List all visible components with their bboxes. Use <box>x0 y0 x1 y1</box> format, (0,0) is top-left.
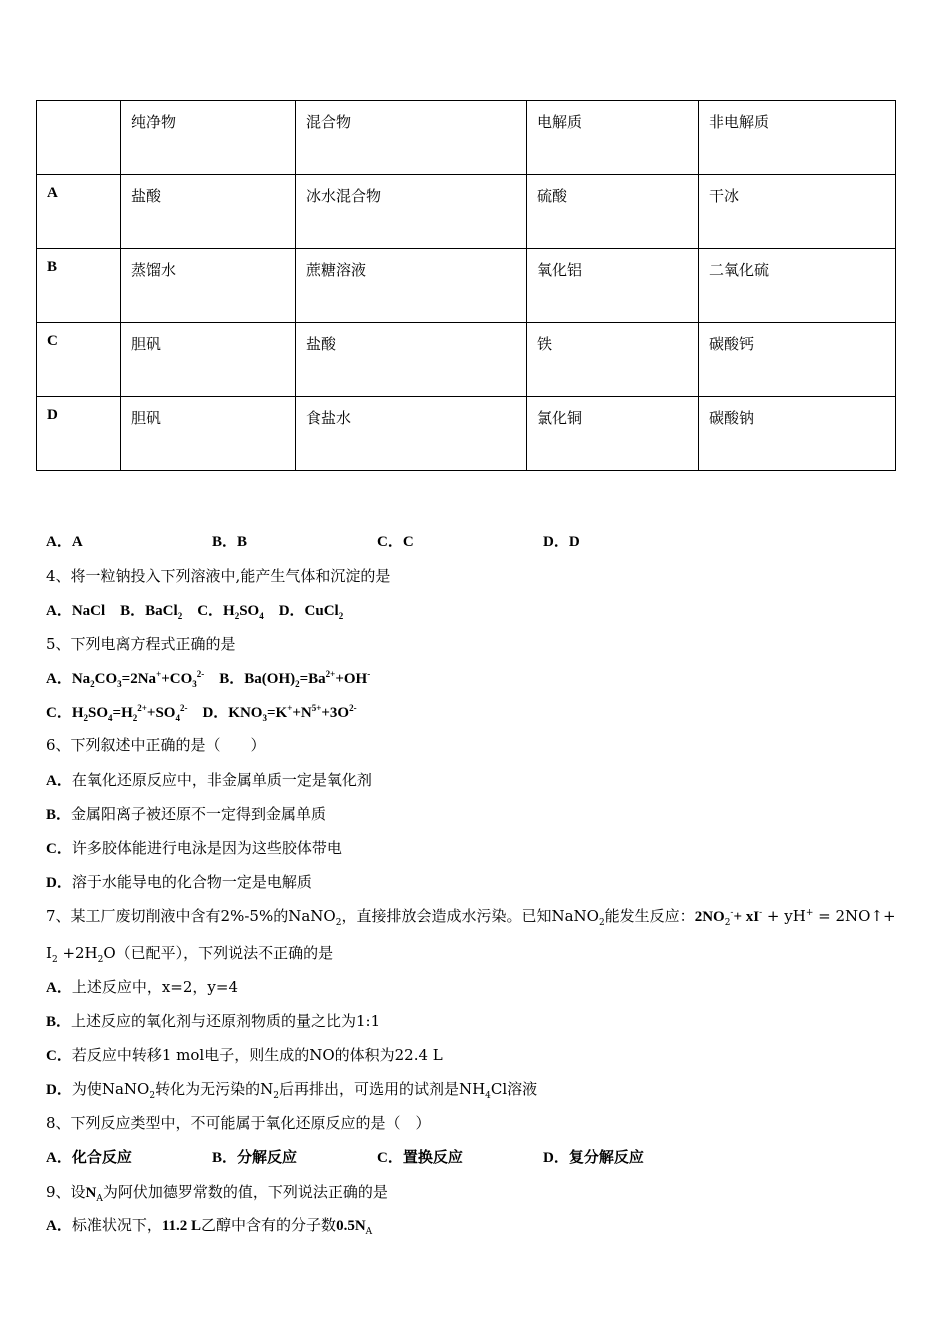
table-cell: 碳酸钙 <box>699 323 896 397</box>
table-row <box>37 397 896 471</box>
text-segment: =Ba <box>299 671 326 687</box>
table-cell: 硫酸 <box>527 175 699 249</box>
text-segment: 2NO <box>694 909 725 925</box>
text-segment: 3 <box>192 679 197 689</box>
text-segment: C．H <box>182 603 235 619</box>
text-segment: 2 <box>598 918 605 928</box>
text-segment: C． <box>46 1048 72 1064</box>
text-line <box>46 1181 388 1204</box>
table-cell: 干冰 <box>699 175 896 249</box>
text-segment: 2 <box>177 611 183 621</box>
text-segment: 2 <box>295 679 300 689</box>
text-segment: C． <box>46 841 72 857</box>
answer-option: B．分解反应 <box>212 1150 298 1166</box>
text-segment: 2 <box>149 1091 156 1101</box>
text-segment: I <box>46 944 52 962</box>
table-cell <box>37 101 121 175</box>
table-cell: 盐酸 <box>296 323 527 397</box>
table-cell: C <box>37 323 121 397</box>
text-segment: 2 <box>338 611 344 621</box>
text-segment: 2- <box>349 703 357 713</box>
text-segment: 2 <box>83 713 89 723</box>
text-line <box>46 871 312 892</box>
table-cell: 非电解质 <box>699 101 896 175</box>
text-segment: + yH <box>762 907 806 925</box>
table-cell: 胆矾 <box>121 397 296 471</box>
text-segment: CO <box>94 671 118 687</box>
text-line <box>46 905 896 928</box>
table-header-row <box>37 101 896 175</box>
text-segment: 4 <box>108 713 113 723</box>
text-segment: Cl溶液 <box>490 1080 538 1098</box>
text-segment: 4 <box>175 713 180 723</box>
text-segment: 2+ <box>137 703 147 713</box>
text-segment: +CO <box>161 671 193 687</box>
table-cell: B <box>37 249 121 323</box>
table-cell: 蒸馏水 <box>121 249 296 323</box>
table-cell: 二氧化硫 <box>699 249 896 323</box>
text-segment: + <box>156 669 162 679</box>
text-segment: D．KNO <box>187 705 263 721</box>
text-line <box>46 1010 380 1031</box>
text-segment: A．NaCl B．BaCl <box>46 603 178 619</box>
table-cell: 铁 <box>527 323 699 397</box>
text-segment: +OH <box>335 671 368 687</box>
answer-option: C．C <box>377 534 414 550</box>
text-segment: D．CuCl <box>263 603 339 619</box>
text-line <box>46 734 266 755</box>
text-segment: 0.5N <box>336 1218 366 1234</box>
text-segment: ，直接排放会造成水污染。已知NaNO <box>341 907 599 925</box>
text-segment: 金属阳离子被还原不一定得到金属单质 <box>71 805 327 823</box>
text-line <box>46 701 357 723</box>
text-segment: O（已配平），下列说法不正确的是 <box>103 944 334 962</box>
text-segment: 上述反应的氧化剂与还原剂物质的量之比为1:1 <box>71 1012 381 1030</box>
text-segment: + xI <box>733 909 760 925</box>
text-segment: 5+ <box>311 703 322 713</box>
text-segment: 乙醇中含有的分子数 <box>201 1216 337 1234</box>
text-segment: 2 <box>90 679 95 689</box>
text-segment: 2 <box>724 918 731 928</box>
text-line <box>46 565 390 586</box>
answer-option: A．化合反应 <box>46 1150 132 1166</box>
text-segment: 能发生反应： <box>604 907 695 925</box>
text-segment: 3 <box>117 679 122 689</box>
text-segment: 2 <box>97 955 104 965</box>
text-line <box>46 976 238 997</box>
text-segment: +SO <box>146 705 176 721</box>
table-cell: 氯化铜 <box>527 397 699 471</box>
answer-option: B．B <box>212 534 248 550</box>
text-line <box>46 633 236 654</box>
table-cell: 盐酸 <box>121 175 296 249</box>
table-cell: 食盐水 <box>296 397 527 471</box>
text-segment: +3O <box>321 705 350 721</box>
text-segment: A． <box>46 773 72 789</box>
table-cell: 冰水混合物 <box>296 175 527 249</box>
text-line <box>46 1044 443 1065</box>
table-cell: 混合物 <box>296 101 527 175</box>
text-segment: =2Na <box>121 671 157 687</box>
text-segment: 6、下列叙述中正确的是（ ） <box>46 736 266 754</box>
text-segment: 2+ <box>325 669 336 679</box>
text-segment: 3 <box>262 713 267 723</box>
text-segment: B． <box>46 807 72 823</box>
text-segment: N <box>85 1185 97 1201</box>
answer-option: C．置换反应 <box>377 1150 463 1166</box>
text-line <box>46 1112 431 1133</box>
text-segment: 7、某工厂废切削液中含有2%-5%的NaNO <box>46 907 336 925</box>
table-cell: 碳酸钠 <box>699 397 896 471</box>
text-segment: D． <box>46 875 72 891</box>
text-segment: - <box>367 669 371 679</box>
text-segment: +N <box>292 705 312 721</box>
text-segment: 5、下列电离方程式正确的是 <box>46 635 236 653</box>
text-segment: A <box>365 1227 373 1237</box>
text-segment: 在氧化还原反应中，非金属单质一定是氧化剂 <box>71 771 372 789</box>
text-segment: 为阿伏加德罗常数的值，下列说法正确的是 <box>102 1183 388 1201</box>
text-segment: 2 <box>51 955 58 965</box>
text-line <box>46 769 372 790</box>
text-segment: B．Ba(OH) <box>204 671 296 687</box>
text-segment: 8、下列反应类型中，不可能属于氧化还原反应的是（ ） <box>46 1114 431 1132</box>
text-segment: 许多胶体能进行电泳是因为这些胶体带电 <box>71 839 342 857</box>
text-segment: B． <box>46 1014 72 1030</box>
text-segment: 4、将一粒钠投入下列溶液中,能产生气体和沉淀的是 <box>46 567 391 585</box>
table-cell: 纯净物 <box>121 101 296 175</box>
classification-table <box>36 100 896 471</box>
text-segment: 后再排出，可选用的试剂是NH <box>278 1080 486 1098</box>
table-row <box>37 175 896 249</box>
text-line <box>46 1078 537 1101</box>
table-cell: 电解质 <box>527 101 699 175</box>
text-segment: 11.2 L <box>161 1218 202 1234</box>
table-cell: 胆矾 <box>121 323 296 397</box>
text-line <box>46 667 370 689</box>
text-segment: A． <box>46 1218 72 1234</box>
text-segment: SO <box>88 705 109 721</box>
text-line <box>46 803 326 824</box>
text-segment: 2 <box>273 1091 279 1101</box>
text-segment: - <box>730 908 734 918</box>
table-row <box>37 249 896 323</box>
text-segment: 溶于水能导电的化合物一定是电解质 <box>71 873 312 891</box>
answer-option: D．复分解反应 <box>543 1150 644 1166</box>
text-segment: A．Na <box>46 671 91 687</box>
table-cell: 氧化铝 <box>527 249 699 323</box>
text-segment: 转化为无污染的N <box>155 1080 274 1098</box>
table-cell: A <box>37 175 121 249</box>
text-segment: A． <box>46 980 72 996</box>
text-segment: - <box>759 908 763 918</box>
answer-option: A．A <box>46 534 83 550</box>
text-segment: + <box>805 908 814 918</box>
table-row <box>37 323 896 397</box>
text-segment: 2 <box>132 713 138 723</box>
text-segment: C．H <box>46 705 84 721</box>
text-segment: =K <box>266 705 288 721</box>
text-segment: SO <box>239 603 260 619</box>
text-segment: A <box>96 1194 103 1204</box>
text-segment: +2H <box>57 944 98 962</box>
text-segment: 标准状况下， <box>71 1216 162 1234</box>
table-cell: 蔗糖溶液 <box>296 249 527 323</box>
text-segment: + <box>287 703 293 713</box>
text-segment: = 2NO↑+ <box>813 907 896 925</box>
text-segment: 为使NaNO <box>71 1080 150 1098</box>
text-segment: 2 <box>335 918 342 928</box>
text-segment: 上述反应中，x=2，y=4 <box>71 978 239 996</box>
text-segment: 4 <box>485 1091 491 1101</box>
text-segment: D． <box>46 1082 72 1098</box>
text-segment: 4 <box>259 611 264 621</box>
text-segment: 2- <box>196 669 205 679</box>
text-segment: 若反应中转移1 mol电子，则生成的NO的体积为22.4 L <box>71 1046 443 1064</box>
text-line <box>46 942 333 965</box>
text-line <box>46 1214 372 1237</box>
text-segment: 2 <box>234 611 240 621</box>
answer-option: D．D <box>543 534 580 550</box>
text-segment: 2- <box>179 703 188 713</box>
table-cell: D <box>37 397 121 471</box>
text-segment: =H <box>112 705 133 721</box>
text-segment: 9、设 <box>46 1183 86 1201</box>
text-line <box>46 837 342 858</box>
text-line <box>46 599 343 621</box>
